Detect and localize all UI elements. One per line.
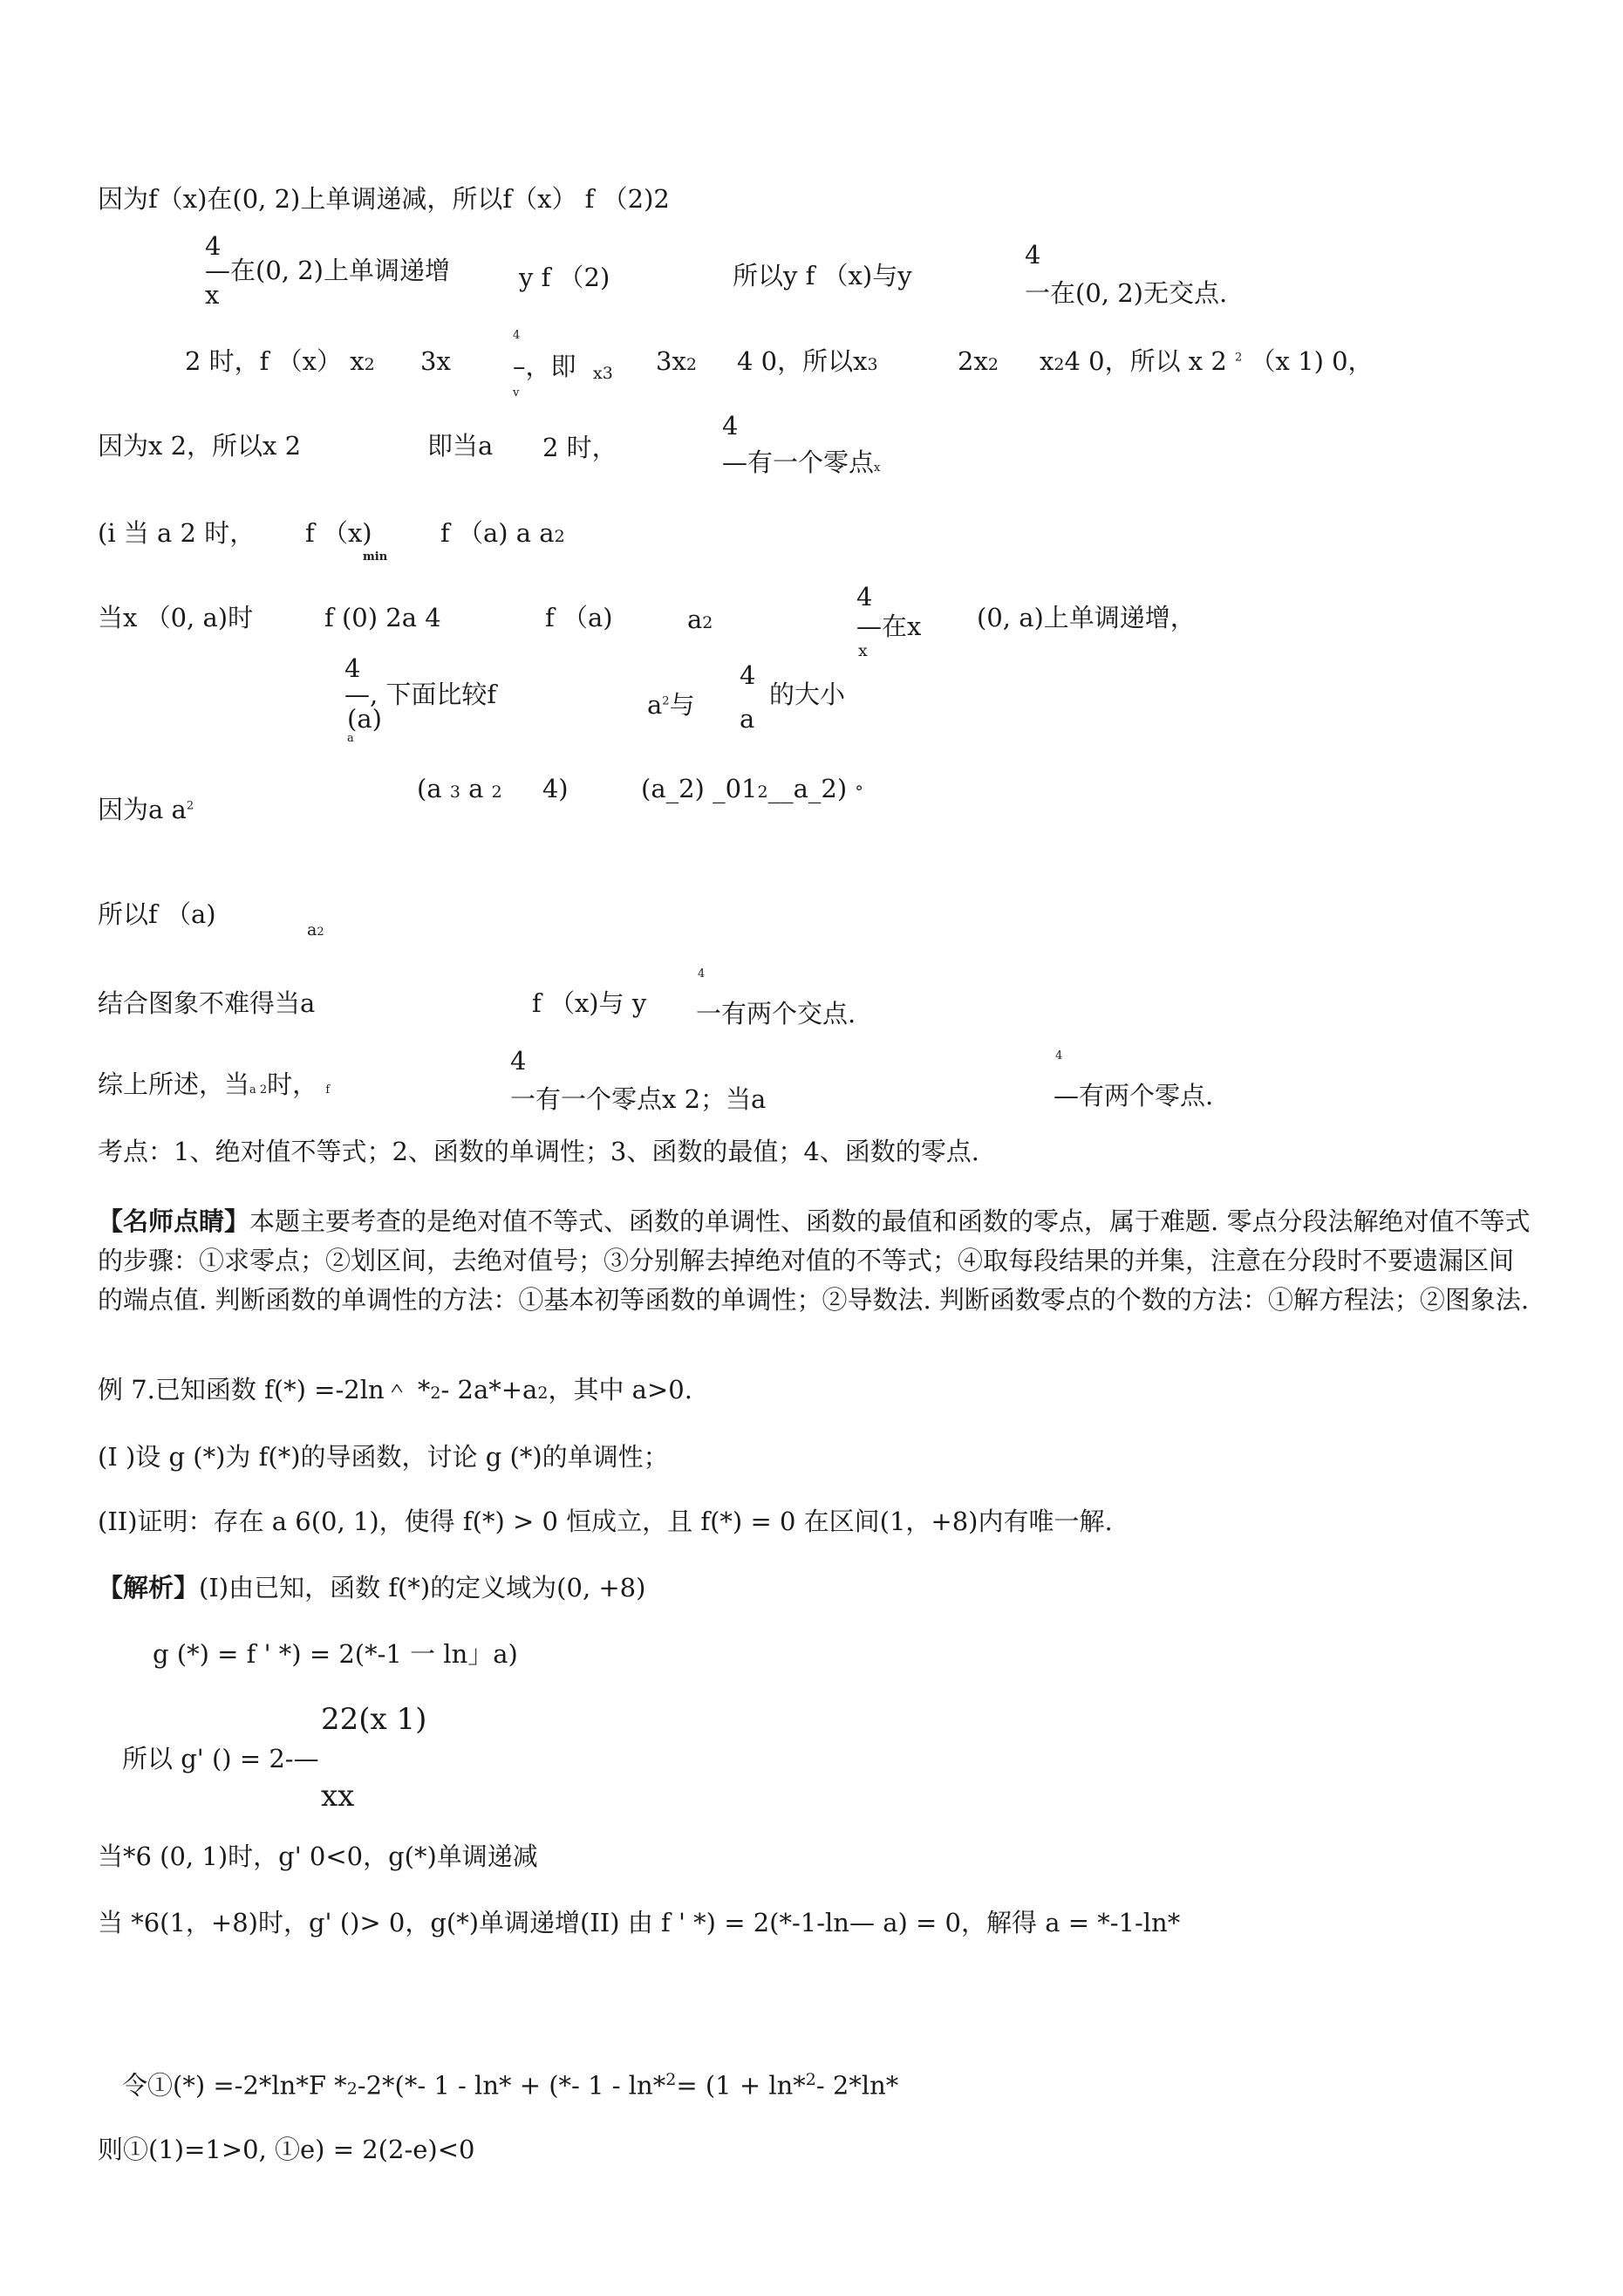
jiexi-line: 【解析】(I)由已知，函数 f(*)的定义域为(0, +8) xyxy=(98,1573,646,1602)
fraction-denominator: a xyxy=(740,704,755,734)
line-2-part-c: 所以y f （x)与y xyxy=(733,261,912,290)
line-3-part-h: x24 0，所以 x 2 $^2$ （x 1) 0， xyxy=(1040,346,1374,376)
then-phi-line: 则①(1)=1>0, ①e) = 2(2-e)<0 xyxy=(98,2135,475,2164)
line-3-part-c: –，即 xyxy=(513,352,576,381)
line-9-part-b: a2 xyxy=(307,920,324,940)
line-6-part-c: f （a) xyxy=(545,603,613,632)
g-prime-numerator: 22(x 1) xyxy=(321,1702,427,1737)
fraction-numerator: 4 xyxy=(1025,240,1041,270)
increasing-line: 当 *6(1，+8)时，g' ()> 0，g(*)单调递增(II) 由 f ' *) = 2(*-1-ln— a) = 0，解得 a = *-1-ln* xyxy=(98,1908,1181,1937)
line-8-part-a: 因为a $a^2$ xyxy=(98,795,194,824)
fraction-denominator: x xyxy=(205,280,220,310)
fraction-numerator: 4 xyxy=(722,411,739,441)
line-3-part-e: 3x2 xyxy=(656,346,697,376)
line-3-part-f: 4 0，所以x3 xyxy=(737,346,878,376)
line-6-part-f: (0, a)上单调递增， xyxy=(977,603,1196,632)
line-4-part-b: 即当a xyxy=(427,431,494,461)
line-6-part-a: 当x （0, a)时 xyxy=(98,603,254,632)
question-1: (I )设 g (*)为 f(*)的导函数，讨论 g (*)的单调性； xyxy=(98,1442,669,1472)
fraction-numerator: 4 xyxy=(205,231,222,261)
line-5-part-a: (i 当 a 2 时， xyxy=(98,518,256,548)
let-phi-line: 令①(*) =-2*ln*F *2-2*(*- 1 - ln* + (*- 1 - ln*$^2$= (1 + ln*$^2$- 2*ln* xyxy=(122,2070,899,2101)
line-4-part-d: —有一个零点x xyxy=(722,448,881,477)
line-6-part-b: f (0) 2a 4 xyxy=(324,603,441,632)
g-prime-denominator: xx xyxy=(321,1779,355,1814)
line-10-part-c: 一有两个交点. xyxy=(696,999,856,1028)
line-3-part-g: 2x2 xyxy=(958,346,999,376)
line-8-part-c: (a_2) _012__a_2) ° xyxy=(641,774,863,803)
fraction-numerator: 4 xyxy=(510,1046,527,1076)
jiexi-label: 【解析】 xyxy=(98,1573,200,1602)
mingshi-label: 【名师点睛】 xyxy=(98,1206,250,1236)
decreasing-line: 当*6 (0, 1)时，g' 0<0，g(*)单调递减 xyxy=(98,1842,538,1871)
fraction-denominator: (a) xyxy=(347,704,382,734)
line-6-part-e: —在x xyxy=(856,612,922,641)
line-5-part-c: f （a) a a2 xyxy=(440,518,565,548)
fraction-numerator: 4 xyxy=(513,329,521,342)
line-9-part-a: 所以f （a) xyxy=(98,899,216,929)
fraction-numerator: 4 xyxy=(856,582,873,612)
subscript-min: min xyxy=(363,550,388,564)
line-4-part-c: 2 时， xyxy=(542,433,617,462)
line-10-part-b: f （x)与 y xyxy=(532,988,647,1018)
line-3-part-b: 3x xyxy=(420,346,451,376)
line-2-part-a: —在(0, 2)上单调递增 xyxy=(205,256,450,285)
kaodian-line: 考点：1、绝对值不等式；2、函数的单调性；3、函数的最值；4、函数的零点. xyxy=(98,1137,980,1166)
fraction-denominator: v xyxy=(513,386,520,400)
line-7-part-b: $a^2$与 xyxy=(647,690,695,720)
fraction-numerator: 4 xyxy=(698,967,706,981)
mingshi-paragraph xyxy=(98,1202,1537,1320)
line-11-part-b: 一有一个零点x 2；当a xyxy=(510,1084,767,1114)
fraction-numerator: 4 xyxy=(1055,1049,1063,1063)
line-1: 因为f（x)在(0, 2)上单调递减，所以f（x） f （2)2 xyxy=(98,184,670,214)
line-3-part-d: x3 xyxy=(593,364,613,383)
question-2: (II)证明：存在 a 6(0, 1)，使得 f(*) > 0 恒成立，且 f(*) = 0 在区间(1，+8)内有唯一解. xyxy=(98,1507,1113,1536)
mingshi-text: 本题主要考查的是绝对值不等式、函数的单调性、函数的最值和函数的零点，属于难题. 零点分段法解绝对值不等式的步骤：①求零点；②划区间，去绝对值号；③分别解去掉绝对值的不等式；④取每段结果的并集，注意在分段时不要遗漏区间的端点值. 判断函数的单调性的方法：①基本初等函数的单调性；②导数法. 判断函数零点的个数的方法：①解方程法；②图象法. xyxy=(98,1206,1531,1315)
line-11-part-a: 综上所述，当a 2时， f xyxy=(98,1069,331,1099)
line-2-part-d: 一在(0, 2)无交点. xyxy=(1025,278,1228,308)
line-10-part-a: 结合图象不难得当a xyxy=(98,988,316,1018)
line-5-part-b: f （x) xyxy=(305,518,372,548)
line-3-part-a: 2 时，f （x） x2 xyxy=(185,346,375,376)
fraction-numerator: 4 xyxy=(740,660,756,690)
line-2-part-b: y f （2) xyxy=(519,263,610,292)
line-7-part-a: —, 下面比较f xyxy=(344,680,497,709)
example-7-title: 例 7.已知函数 f(*) =-2ln＾ *2- 2a*+a2，其中 a>0. xyxy=(98,1375,692,1404)
line-7-part-d: 的大小 xyxy=(769,680,846,709)
line-6-part-d: a2 xyxy=(687,605,713,634)
fraction-numerator: 4 xyxy=(344,653,361,683)
line-4-part-a: 因为x 2，所以x 2 xyxy=(98,431,302,461)
g-prime-line: 所以 g' () = 2-— xyxy=(122,1744,319,1773)
line-11-part-c: —有两个零点. xyxy=(1054,1081,1214,1110)
line-8-part-b: (a 3 a 2 4) xyxy=(417,774,569,803)
fraction-denominator: x xyxy=(858,641,868,660)
fraction-tail: a xyxy=(347,732,354,745)
g-derivative-line: g (*) = f ' *) = 2(*-1 一 ln」a) xyxy=(153,1639,518,1669)
